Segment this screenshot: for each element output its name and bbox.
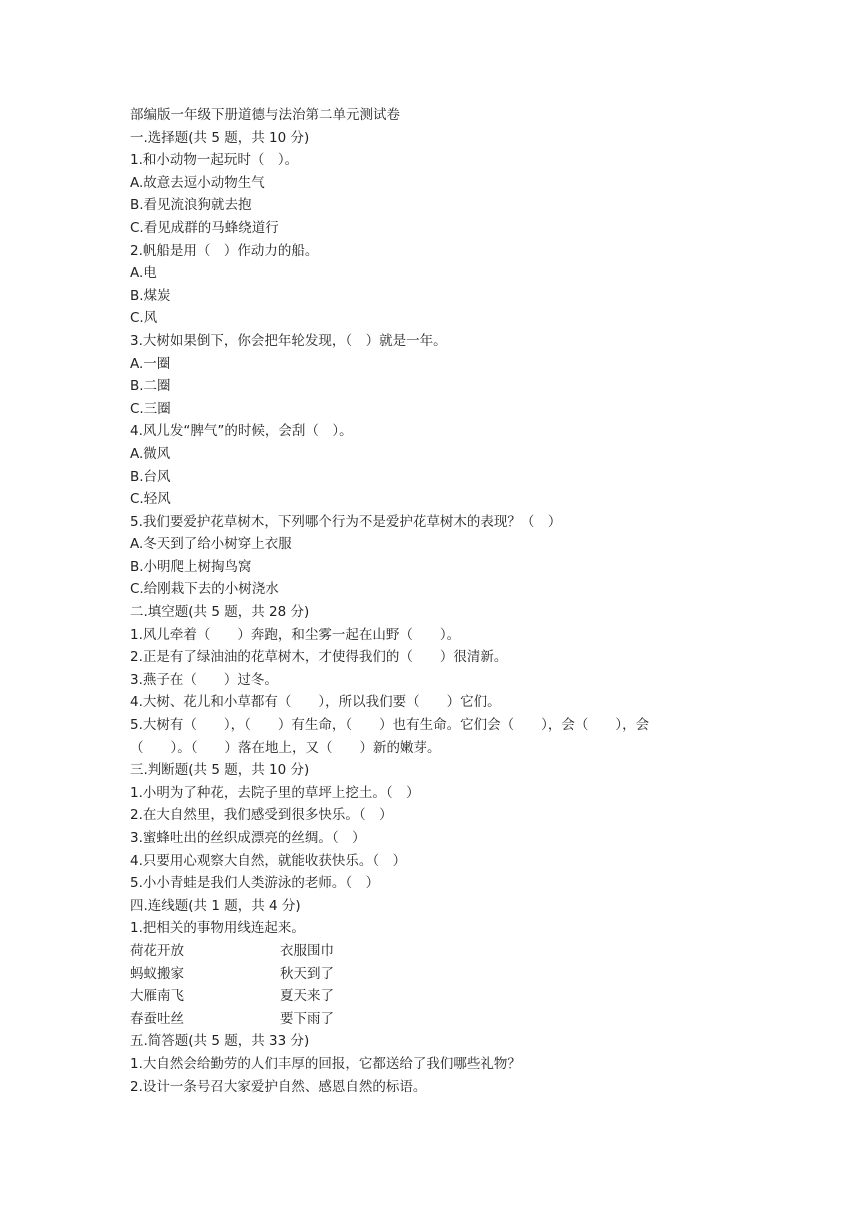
question-line: 4.大树、花儿和小草都有（ ），所以我们要（ ）它们。	[130, 694, 501, 711]
matching-row	[130, 963, 770, 986]
matching-right-item: 要下雨了	[280, 1010, 334, 1027]
question-line: 3.燕子在（ ）过冬。	[130, 671, 278, 688]
matching-right-item: 夏天来了	[280, 988, 334, 1005]
section-header-judge: 三.判断题(共 5 题，共 10 分)	[130, 762, 310, 779]
question-line: 2.设计一条号召大家爱护自然、感恩自然的标语。	[130, 1078, 427, 1095]
matching-row	[130, 940, 770, 963]
question-line: 2.正是有了绿油油的花草树木，才使得我们的（ ）很清新。	[130, 649, 508, 666]
question-line: 4.只要用心观察大自然，就能收获快乐。（ ）	[130, 852, 407, 869]
question-line: 1.和小动物一起玩时（ ）。	[130, 152, 299, 169]
exam-document	[130, 104, 770, 1098]
option-line: A.一圈	[130, 355, 171, 372]
question-line: 1.大自然会给勤劳的人们丰厚的回报，它都送给了我们哪些礼物？	[130, 1055, 521, 1072]
option-line: B.二圈	[130, 378, 171, 395]
matching-left-item: 荷花开放	[130, 942, 184, 959]
section-header-fill: 二.填空题(共 5 题，共 28 分)	[130, 604, 310, 621]
question-line: 1.把相关的事物用线连起来。	[130, 920, 305, 937]
exam-title: 部编版一年级下册道德与法治第二单元测试卷	[130, 107, 400, 123]
matching-left-item: 春蚕吐丝	[130, 1010, 184, 1027]
question-line: 4.风儿发“脾气”的时候，会刮（ ）。	[130, 423, 353, 440]
matching-right-item: 衣服围巾	[280, 942, 334, 959]
question-line: 1.风儿牵着（ ）奔跑，和尘雾一起在山野（ ）。	[130, 626, 461, 643]
question-line: 3.大树如果倒下，你会把年轮发现，（ ）就是一年。	[130, 332, 447, 349]
question-line: 5.小小青蛙是我们人类游泳的老师。（ ）	[130, 875, 380, 892]
option-line: C.给刚栽下去的小树浇水	[130, 581, 279, 598]
option-line: B.煤炭	[130, 287, 171, 304]
question-line: 1.小明为了种花，去院子里的草坪上挖土。（ ）	[130, 784, 420, 801]
option-line: A.电	[130, 265, 157, 282]
question-line: 5.大树有（ ），（ ）有生命，（ ）也有生命。它们会（ ），会（ ），会	[130, 717, 650, 734]
section-header-choice: 一.选择题(共 5 题，共 10 分)	[130, 129, 310, 146]
question-line: 3.蜜蜂吐出的丝织成漂亮的丝绸。（ ）	[130, 830, 366, 846]
option-line: A.微风	[130, 445, 171, 462]
question-line: 2.帆船是用（ ）作动力的船。	[130, 242, 319, 259]
matching-row	[130, 1008, 770, 1031]
matching-left-item: 大雁南飞	[130, 988, 184, 1005]
option-line: C.看见成群的马蜂绕道行	[130, 219, 279, 236]
option-line: B.台风	[130, 468, 171, 485]
matching-right-item: 秋天到了	[280, 965, 334, 982]
question-line: 2.在大自然里，我们感受到很多快乐。（ ）	[130, 807, 393, 824]
section-header-matching: 四.连线题(共 1 题，共 4 分)	[130, 897, 301, 914]
option-line: B.小明爬上树掏鸟窝	[130, 558, 252, 575]
option-line: C.轻风	[130, 491, 171, 508]
option-line: A.故意去逗小动物生气	[130, 174, 265, 191]
question-line: 5.我们要爱护花草树木，下列哪个行为不是爱护花草树木的表现？（ ）	[130, 513, 562, 530]
matching-left-item: 蚂蚁搬家	[130, 965, 184, 982]
option-line: B.看见流浪狗就去抱	[130, 197, 252, 214]
question-line-continued: （ ）。（ ）落在地上，又（ ）新的嫩芽。	[130, 739, 441, 756]
option-line: C.风	[130, 310, 158, 327]
option-line: A.冬天到了给小树穿上衣服	[130, 536, 292, 553]
section-header-short-answer: 五.简答题(共 5 题，共 33 分)	[130, 1033, 310, 1050]
matching-row	[130, 985, 770, 1008]
option-line: C.三圈	[130, 400, 171, 417]
